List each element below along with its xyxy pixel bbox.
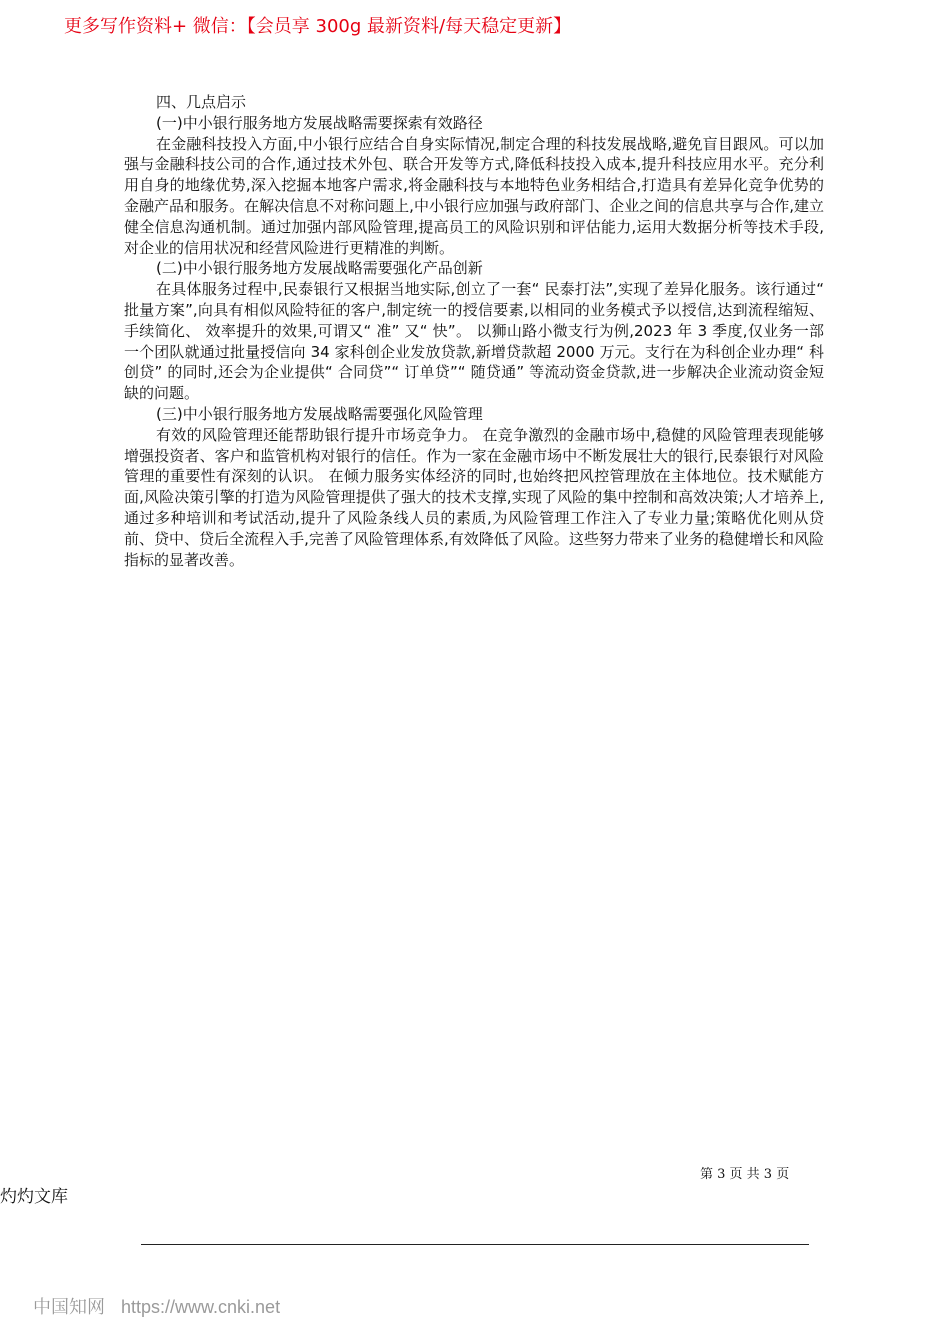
footer-divider	[141, 1244, 809, 1245]
document-body	[124, 92, 824, 570]
promo-banner: 更多写作资料+ 微信：【会员享 300g 最新资料/每天稳定更新】	[64, 16, 572, 37]
section-title: 四、几点启示	[156, 93, 247, 111]
subsection-heading-1: (一)中小银行服务地方发展战略需要探索有效路径	[156, 113, 483, 132]
subsection-heading-3: (三)中小银行服务地方发展战略需要强化风险管理	[156, 404, 483, 423]
watermark-brand: 中国知网	[33, 1297, 105, 1318]
watermark-url: https://www.cnki.net	[121, 1297, 281, 1317]
library-name: 灼灼文库	[0, 1187, 68, 1207]
subsection-body-1: 在金融科技投入方面,中小银行应结合自身实际情况,制定合理的科技发展战略,避免盲目跟风。可以加强与金融科技公司的合作,通过技术外包、联合开发等方式,降低科技投入成本,提升科技应用水平。充分利用自身的地缘优势,深入挖掘本地客户需求,将金融科技与本地特色业务相结合,打造具有差异化竞争优势的金融产品和服务。在解决信息不对称问题上,中小银行应加强与政府部门、企业之间的信息共享与合作,建立健全信息沟通机制。通过加强内部风险管理,提高员工的风险识别和评估能力,运用大数据分析等技术手段,对企业的信用状况和经营风险进行更精准的判断。	[124, 134, 824, 257]
subsection-heading-2: (二)中小银行服务地方发展战略需要强化产品创新	[156, 259, 483, 278]
page-number: 第 3 页 共 3 页	[700, 1167, 790, 1182]
subsection-body-2: 在具体服务过程中,民泰银行又根据当地实际,创立了一套“ 民泰打法”,实现了差异化服务。该行通过“ 批量方案”,向具有相似风险特征的客户,制定统一的授信要素,以相同的业务模式予以授信,达到流程缩短、 手续简化、 效率提升的效果,可谓又“ 准” 又“ 快”。 以狮山路小微支行为例,2023 年 3 季度,仅业务一部一个团队就通过批量授信向 34 家科创企业发放贷款,新增贷款超 2000 万元。支行在为科创企业办理“ 科创贷” 的同时,还会为企业提供“ 合同贷”“ 订单贷”“ 随贷通” 等流动资金贷款,进一步解决企业流动资金短缺的问题。	[124, 280, 824, 403]
cnki-watermark	[33, 1293, 280, 1319]
subsection-body-3: 有效的风险管理还能帮助银行提升市场竞争力。 在竞争激烈的金融市场中,稳健的风险管理表现能够增强投资者、客户和监管机构对银行的信任。作为一家在金融市场中不断发展壮大的银行,民泰银行对风险管理的重要性有深刻的认识。 在倾力服务实体经济的同时,也始终把风控管理放在主体地位。技术赋能方面,风险决策引擎的打造为风险管理提供了强大的技术支撑,实现了风险的集中控制和高效决策;人才培养上,通过多种培训和考试活动,提升了风险条线人员的素质,为风险管理工作注入了专业力量;策略优化则从贷前、贷中、贷后全流程入手,完善了风险管理体系,有效降低了风险。这些努力带来了业务的稳健增长和风险指标的显著改善。	[124, 425, 824, 569]
